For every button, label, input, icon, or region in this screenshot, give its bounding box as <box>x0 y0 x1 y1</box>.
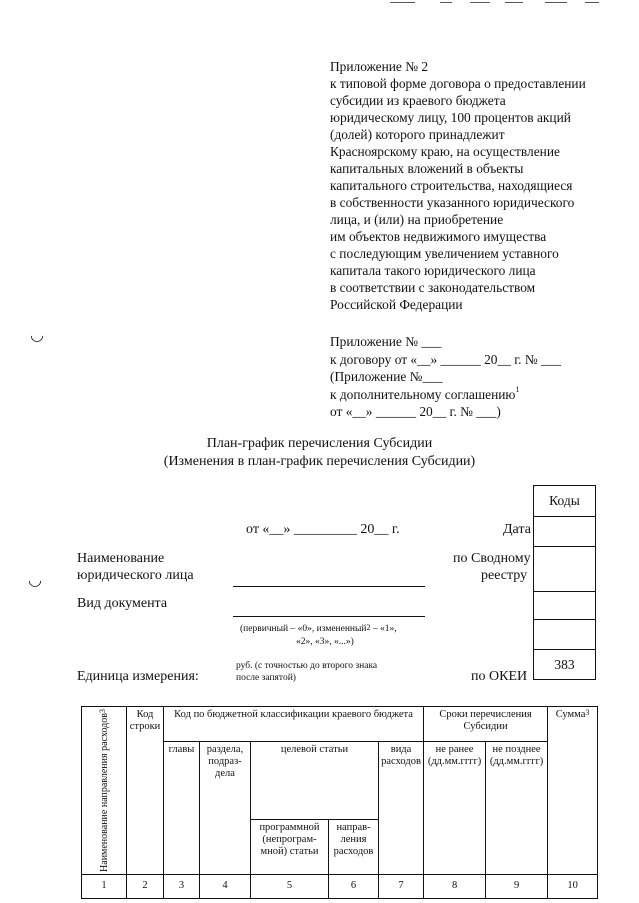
doc-type-hint <box>240 624 397 635</box>
column-number: 9 <box>486 874 548 898</box>
header-cell-glava: главы <box>164 742 200 875</box>
codes-empty-cell[interactable] <box>534 619 595 649</box>
appendix-header <box>330 58 630 313</box>
schedule-table <box>81 706 598 899</box>
appendix-line: им объектов недвижимого имущества <box>330 229 547 244</box>
appendix-line: в соответствии с законодательством <box>330 280 536 295</box>
doc-type-underline <box>233 616 425 617</box>
doc-type-hint-text: – «1», <box>370 624 397 634</box>
scan-artifact <box>470 2 490 3</box>
header-cell-vid: вида расходов <box>379 742 424 875</box>
codes-header: Коды <box>549 493 580 508</box>
appendix-line: Приложение № 2 <box>330 59 429 74</box>
org-name-underline <box>233 586 425 587</box>
contract-appendix <box>330 333 630 421</box>
contract-appendix-text: к дополнительному соглашению <box>330 386 516 402</box>
contract-appendix-line <box>330 386 630 404</box>
contract-appendix-line: от «__» ______ 20__ г. № ___) <box>330 404 501 419</box>
column-number: 7 <box>379 874 424 898</box>
column-number: 4 <box>200 874 251 898</box>
unit-label: Единица измерения: <box>77 669 199 684</box>
appendix-line: (долей) которого принадлежит <box>330 127 505 142</box>
header-cell-terms: Сроки перечисления Субсидии <box>424 707 548 742</box>
scan-artifact <box>440 2 452 3</box>
header-cell-program: программной (непрограм-мной) статьи <box>251 819 329 874</box>
footnote-ref: 3 <box>585 708 590 717</box>
header-cell-code: Код строки <box>127 707 164 875</box>
column-number: 1 <box>82 874 127 898</box>
column-number: 6 <box>329 874 379 898</box>
appendix-line: юридическому лицу, 100 процентов акций <box>330 110 571 125</box>
date-label: Дата <box>503 522 531 537</box>
appendix-line: в собственности указанного юридического <box>330 195 575 210</box>
header-name-text <box>99 709 110 872</box>
column-number: 3 <box>164 874 200 898</box>
unit-value: руб. (с точностью до второго знака <box>236 661 378 671</box>
footnote-ref: 1 <box>515 384 520 394</box>
codes-reestr-cell[interactable] <box>534 546 595 591</box>
appendix-line: к типовой форме договора о предоставлении <box>330 76 586 91</box>
header-cell-not-after: не позднее (дд.мм.гггг) <box>486 742 548 875</box>
scan-artifact <box>585 2 599 3</box>
doc-type-label: Вид документа <box>77 596 168 611</box>
footnote-ref: 3 <box>97 709 107 713</box>
scan-artifact <box>545 2 567 3</box>
appendix-line: Красноярскому краю, на осуществление <box>330 144 560 159</box>
codes-date-cell[interactable] <box>534 516 595 546</box>
contract-appendix-line: Приложение № ___ <box>330 334 442 349</box>
appendix-line: лица, и (или) на приобретение <box>330 212 504 227</box>
hole-punch-mark: ◡ <box>30 327 44 344</box>
header-cell-not-before: не ранее (дд.мм.гггг) <box>424 742 486 875</box>
column-number: 2 <box>127 874 164 898</box>
scan-artifact <box>505 2 523 3</box>
footnote-ref: 2 <box>366 623 371 632</box>
column-number: 8 <box>424 874 486 898</box>
unit-value: после запятой) <box>236 673 296 683</box>
reestr-label: реестру <box>481 568 528 583</box>
codes-box <box>533 485 596 680</box>
document-title: План-график перечисления Субсидии <box>206 436 433 451</box>
doc-type-hint-text: (первичный – «0», измененный <box>240 624 367 634</box>
header-cell-razdel: раздела, подраз-дела <box>200 742 251 875</box>
header-cell-sum <box>548 707 598 875</box>
reestr-label: по Сводному <box>453 551 531 566</box>
appendix-line: капитального строительства, находящиеся <box>330 178 573 193</box>
header-cell-name <box>82 707 127 875</box>
appendix-line: с последующим увеличением уставного <box>330 246 559 261</box>
hole-punch-mark: ◡ <box>28 572 42 589</box>
org-name-label: юридического лица <box>77 568 194 583</box>
scan-artifact <box>390 2 415 3</box>
appendix-line: капитала такого юридического лица <box>330 263 536 278</box>
header-cell-direction: направ-ления расходов <box>329 819 379 874</box>
okei-label: по ОКЕИ <box>471 669 528 684</box>
appendix-line: Российской Федерации <box>330 297 463 312</box>
appendix-line: субсидии из краевого бюджета <box>330 93 506 108</box>
header-name-label: Наименование направления расходов <box>98 713 110 872</box>
column-number: 5 <box>251 874 329 898</box>
codes-okei-cell: 383 <box>534 649 595 679</box>
document-subtitle: (Изменения в план-график перечисления Субсидии) <box>163 454 476 469</box>
form-date: от «__» _________ 20__ г. <box>246 522 400 537</box>
codes-doctype-cell[interactable] <box>534 591 595 619</box>
column-number: 10 <box>548 874 598 898</box>
appendix-line: капитальных вложений в объекты <box>330 161 524 176</box>
contract-appendix-line: к договору от «__» ______ 20__ г. № ___ <box>330 351 562 367</box>
org-name-label: Наименование <box>77 551 165 566</box>
doc-type-hint: «2», «3», «...») <box>296 637 354 647</box>
header-cell-budget: Код по бюджетной классификации краевого бюджета <box>164 707 424 742</box>
contract-appendix-line: (Приложение №___ <box>330 369 443 384</box>
header-sum-label: Сумма <box>555 709 586 720</box>
header-cell-target: целевой статьи <box>251 742 379 820</box>
